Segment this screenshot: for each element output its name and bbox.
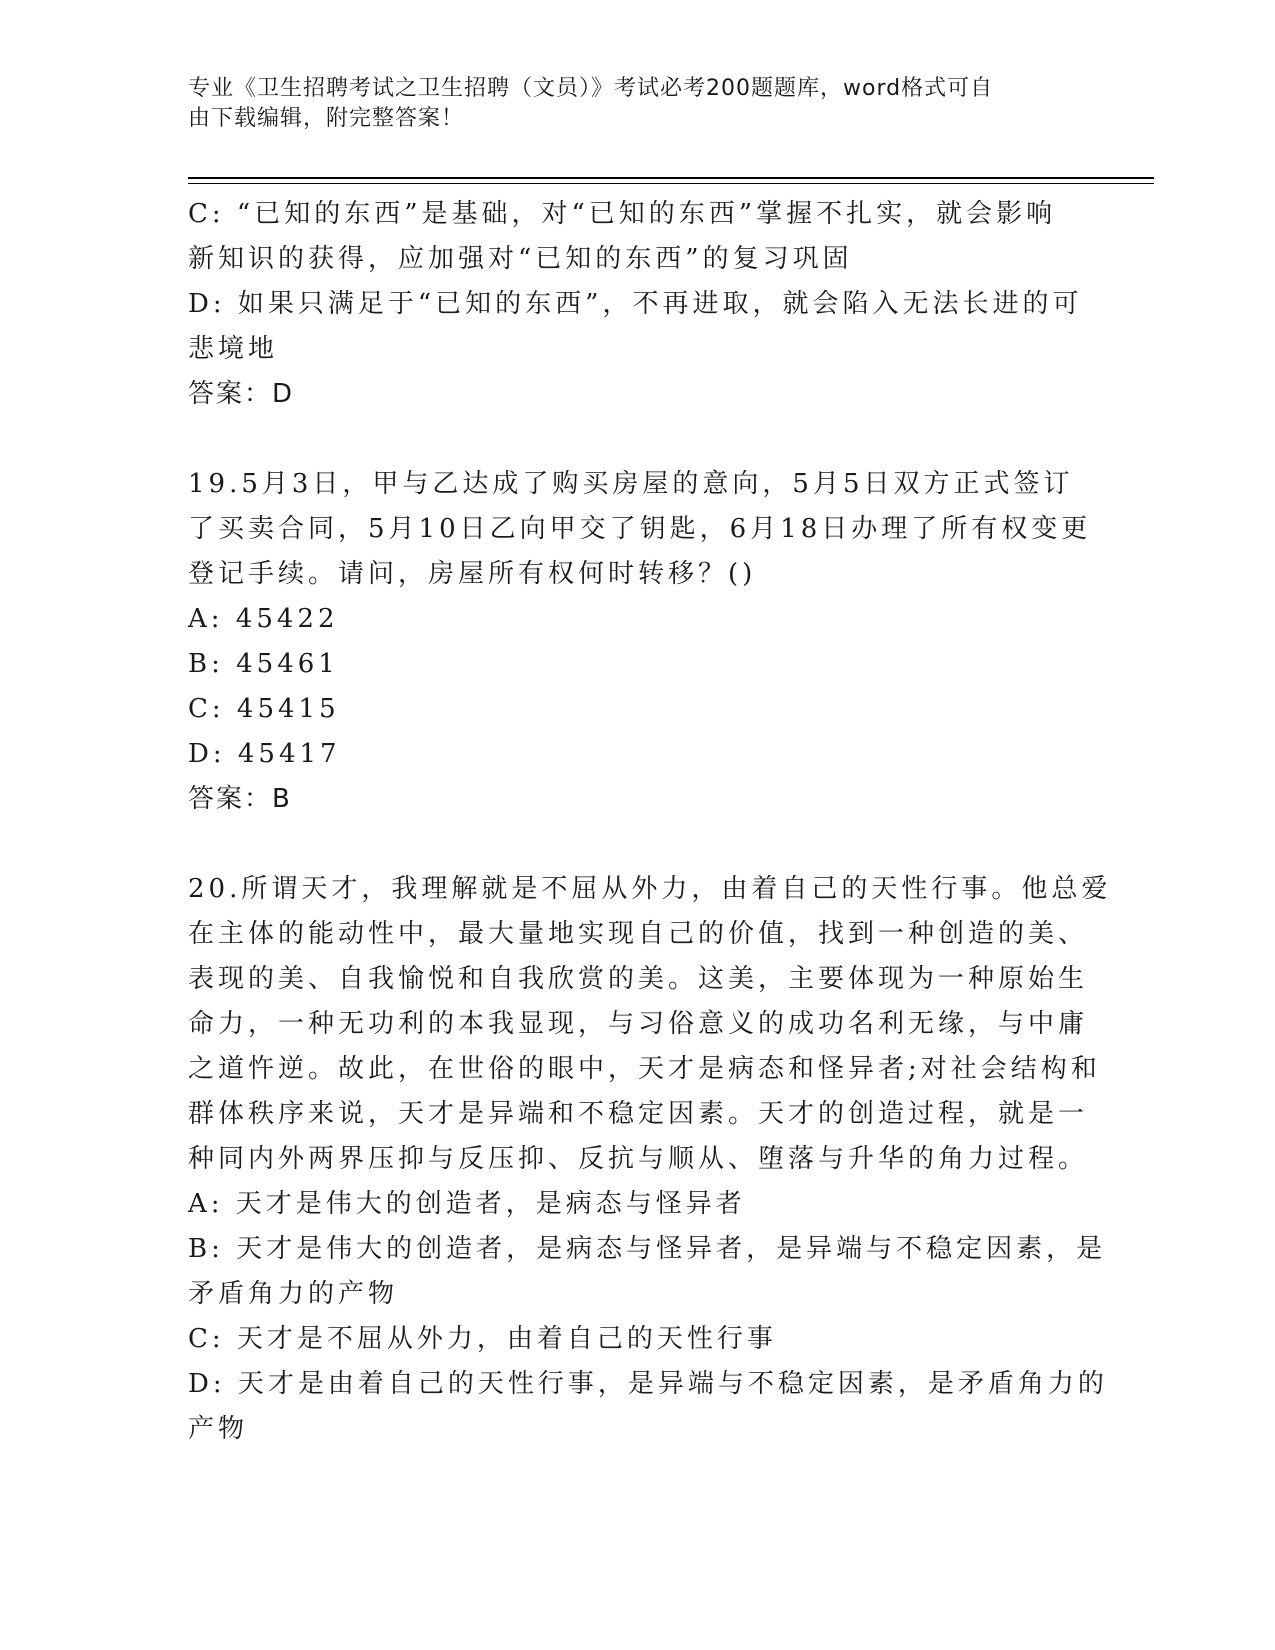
q20-option-d-line-1: D: 天才是由着自己的天性行事，是异端与不稳定因素，是矛盾角力的 — [188, 1369, 1108, 1399]
q20-stem-line-4: 命力，一种无功利的本我显现，与习俗意义的成功名利无缘，与中庸 — [188, 1009, 1089, 1039]
q20-option-a: A: 天才是伟大的创造者，是病态与怪异者 — [188, 1189, 746, 1219]
header-line-2: 由下载编辑，附完整答案！ — [188, 106, 465, 131]
q20-stem-line-1: 20.所谓天才，我理解就是不屈从外力，由着自己的天性行事。他总爱 — [188, 874, 1112, 904]
q19-answer: 答案：B — [188, 784, 292, 814]
q19-stem-line-2: 了买卖合同，5月10日乙向甲交了钥匙，6月18日办理了所有权变更 — [188, 514, 1092, 544]
q18-option-c-line-2: 新知识的获得，应加强对“已知的东西”的复习巩固 — [188, 244, 853, 274]
q20-option-d-line-2: 产物 — [188, 1414, 249, 1444]
q20-stem-line-2: 在主体的能动性中，最大量地实现自己的价值，找到一种创造的美、 — [188, 919, 1089, 949]
q20-stem-line-7: 种同内外两界压抑与反压抑、反抗与顺从、堕落与升华的角力过程。 — [188, 1144, 1089, 1174]
question-20 — [188, 867, 1112, 1452]
q18-option-d-line-1: D: 如果只满足于“已知的东西”，不再进取，就会陷入无法长进的可 — [188, 289, 1083, 319]
q18-answer: 答案：D — [188, 379, 295, 409]
header-divider-thick — [188, 177, 1154, 179]
q20-stem-line-3: 表现的美、自我愉悦和自我欣赏的美。这美，主要体现为一种原始生 — [188, 964, 1089, 994]
spacer — [188, 417, 1088, 462]
q19-option-c: C: 45415 — [188, 694, 340, 724]
header-divider-thin — [188, 183, 1154, 184]
q19-option-a: A: 45422 — [188, 604, 339, 634]
q19-option-b: B: 45461 — [188, 649, 339, 679]
page-header — [188, 74, 1068, 134]
q20-stem-line-5: 之道忤逆。故此，在世俗的眼中，天才是病态和怪异者;对社会结构和 — [188, 1054, 1101, 1084]
q20-option-c: C: 天才是不屈从外力，由着自己的天性行事 — [188, 1324, 777, 1354]
q20-option-b-line-1: B: 天才是伟大的创造者，是病态与怪异者，是异端与不稳定因素，是 — [188, 1234, 1107, 1264]
document-body — [188, 192, 1112, 1452]
q20-stem-line-6: 群体秩序来说，天才是异端和不稳定因素。天才的创造过程，就是一 — [188, 1099, 1089, 1129]
question-18-tail — [188, 192, 1088, 417]
spacer — [188, 822, 1088, 867]
q20-option-b-line-2: 矛盾角力的产物 — [188, 1279, 399, 1309]
question-19 — [188, 462, 1092, 822]
q19-option-d: D: 45417 — [188, 739, 341, 769]
header-line-1: 专业《卫生招聘考试之卫生招聘（文员）》考试必考200题题库，word格式可自 — [188, 76, 994, 101]
q18-option-c-line-1: C: “已知的东西”是基础，对“已知的东西”掌握不扎实，就会影响 — [188, 199, 1057, 229]
q19-stem-line-1: 19.5月3日，甲与乙达成了购买房屋的意向，5月5日双方正式签订 — [188, 469, 1074, 499]
q18-option-d-line-2: 悲境地 — [188, 334, 279, 364]
q19-stem-line-3: 登记手续。请问，房屋所有权何时转移？() — [188, 559, 757, 589]
